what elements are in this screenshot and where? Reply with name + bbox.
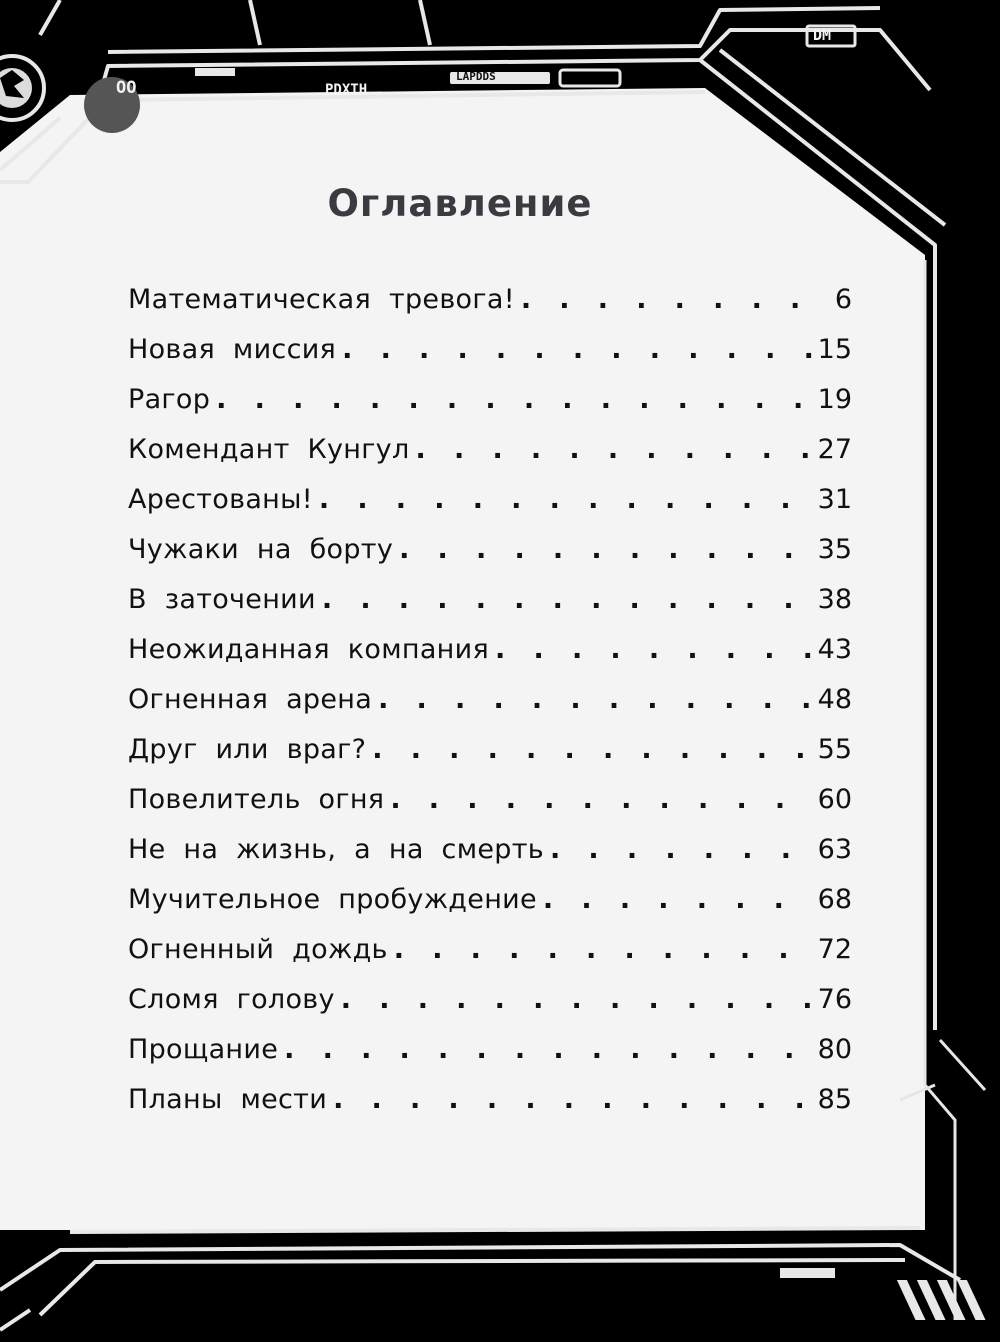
toc-entry[interactable] <box>128 529 852 579</box>
dot-leader <box>394 929 814 971</box>
dot-leader <box>399 529 814 571</box>
toc-entry-title: Не на жизнь, а на смерть <box>128 834 544 865</box>
toc-entry[interactable] <box>128 1079 852 1129</box>
toc-entry-title: Рагор <box>128 384 211 415</box>
toc-page-number: 60 <box>817 784 852 815</box>
frame-label-left: OO <box>116 78 137 98</box>
toc-entry-title: Сломя голову <box>128 984 335 1015</box>
dot-leader <box>390 779 813 821</box>
toc-entry-title: Арестованы! <box>128 484 313 515</box>
toc-page-number: 63 <box>817 834 852 865</box>
toc-entry[interactable] <box>128 329 852 379</box>
toc-entry-title: Огненный дождь <box>128 934 388 965</box>
toc-entry-title: Чужаки на борту <box>128 534 394 565</box>
dot-leader <box>495 629 814 671</box>
toc-entry[interactable] <box>128 729 852 779</box>
toc-page-number: 80 <box>817 1034 852 1065</box>
toc-entry-title: Огненная арена <box>128 684 373 715</box>
toc-entry[interactable] <box>128 479 852 529</box>
toc-entry-title: Комендант Кунгул <box>128 434 410 465</box>
toc-page-number: 43 <box>817 634 852 665</box>
toc-entry[interactable] <box>128 879 852 929</box>
toc-entry-title: Друг или враг? <box>128 734 367 765</box>
toc-entry-title: Новая миссия <box>128 334 337 365</box>
dot-leader <box>378 679 814 721</box>
toc-page-number: 55 <box>817 734 852 765</box>
toc-entry-title: Повелитель огня <box>128 784 385 815</box>
toc-page-number: 15 <box>817 334 852 365</box>
frame-label-right: LAPDDS <box>456 70 496 83</box>
toc-entry[interactable] <box>128 629 852 679</box>
dot-leader <box>216 379 813 421</box>
dot-leader <box>342 329 814 371</box>
toc-entry-title: Мучительное пробуждение <box>128 884 537 915</box>
toc-heading: Оглавление <box>327 182 593 225</box>
toc-entry[interactable] <box>128 779 852 829</box>
toc-page-number: 19 <box>817 384 852 415</box>
toc-entry[interactable] <box>128 429 852 479</box>
toc-entry[interactable] <box>128 679 852 729</box>
dot-leader <box>341 979 814 1021</box>
toc-entry[interactable] <box>128 1029 852 1079</box>
dot-leader <box>550 829 814 871</box>
dot-leader <box>521 279 828 321</box>
toc-entry[interactable] <box>128 929 852 979</box>
toc-page-number: 6 <box>834 284 852 315</box>
toc-page-number: 76 <box>817 984 852 1015</box>
dot-leader <box>322 579 814 621</box>
toc-page-number: 68 <box>817 884 852 915</box>
dot-leader <box>543 879 814 921</box>
toc-entry[interactable] <box>128 829 852 879</box>
dot-leader <box>372 729 813 771</box>
dot-leader <box>284 1029 813 1071</box>
frame-label-mid: PDXTH <box>325 82 368 98</box>
toc-page-number: 85 <box>817 1084 852 1115</box>
toc-entry-title: Прощание <box>128 1034 279 1065</box>
dot-leader <box>319 479 814 521</box>
toc-page-number: 38 <box>817 584 852 615</box>
toc-page-number: 72 <box>817 934 852 965</box>
toc-page-number: 35 <box>817 534 852 565</box>
toc-entry-title: В заточении <box>128 584 316 615</box>
toc-page-number: 27 <box>817 434 852 465</box>
toc-entry[interactable] <box>128 979 852 1029</box>
toc-entry-title: Планы мести <box>128 1084 328 1115</box>
toc-entry[interactable] <box>128 579 852 629</box>
toc-page-number: 31 <box>817 484 852 515</box>
dot-leader <box>333 1079 814 1121</box>
toc-entry[interactable] <box>128 379 852 429</box>
toc-entry[interactable] <box>128 279 852 329</box>
toc-entry-title: Математическая тревога! <box>128 284 515 315</box>
toc-list <box>128 279 852 1129</box>
toc-entry-title: Неожиданная компания <box>128 634 490 665</box>
frame-label-corner: DM <box>813 26 832 44</box>
dot-leader <box>416 429 814 471</box>
toc-page-number: 48 <box>817 684 852 715</box>
